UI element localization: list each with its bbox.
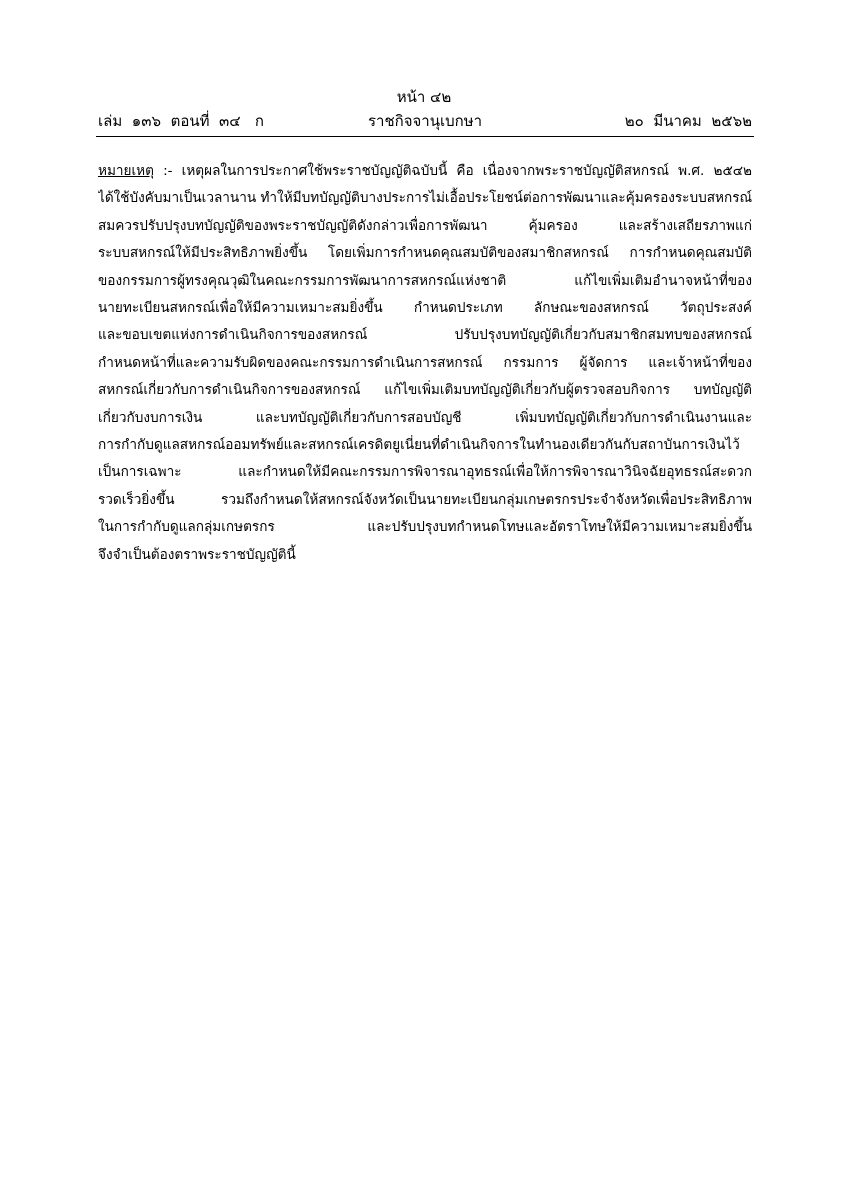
paragraph-line: นายทะเบียนสหกรณ์เพื่อให้มีความเหมาะสมยิ่งขึ้น กำหนดประเภท ลักษณะของสหกรณ์ วัตถุประสงค์ [98,300,752,317]
remark-label: หมายเหตุ [98,163,154,179]
paragraph-line: เป็นการเฉพาะ และกำหนดให้มีคณะกรรมการพิจารณาอุทธรณ์เพื่อให้การพิจารณาวินิจฉัยอุทธรณ์สะดวก [98,464,752,481]
paragraph-line: สมควรปรับปรุงบทบัญญัติของพระราชบัญญัติดังกล่าวเพื่อการพัฒนา คุ้มครอง และสร้างเสถียรภาพแก่ [98,217,752,234]
paragraph-line: และขอบเขตแห่งการดำเนินกิจการของสหกรณ์ ปรับปรุงบทบัญญัติเกี่ยวกับสมาชิกสมทบของสหกรณ์ [98,327,752,344]
remark-paragraph [98,158,752,569]
gazette-header [98,110,752,134]
page-number: หน้า ๔๒ [396,88,452,106]
paragraph-line: รวดเร็วยิ่งขึ้น รวมถึงกำหนดให้สหกรณ์จังหวัดเป็นนายทะเบียนกลุ่มเกษตรกรประจำจังหวัดเพื่อประสิทธิภาพ [98,491,752,508]
paragraph-line: สหกรณ์เกี่ยวกับการดำเนินกิจการของสหกรณ์ แก้ไขเพิ่มเติมบทบัญญัติเกี่ยวกับผู้ตรวจสอบกิจการ บทบัญญัติ [98,382,752,399]
publication-title: ราชกิจจานุเบกษา [367,112,483,130]
paragraph-line: ระบบสหกรณ์ให้มีประสิทธิภาพยิ่งขึ้น โดยเพิ่มการกำหนดคุณสมบัติของสมาชิกสหกรณ์ การกำหนดคุณสมบัติ [98,245,752,262]
paragraph-line [98,158,752,185]
paragraph-line: จึงจำเป็นต้องตราพระราชบัญญัตินี้ [98,546,296,563]
paragraph-line: ในการกำกับดูแลกลุ่มเกษตรกร และปรับปรุงบทกำหนดโทษและอัตราโทษให้มีความเหมาะสมยิ่งขึ้น [98,519,752,536]
header-divider [96,136,754,137]
volume-issue: เล่ม ๑๓๖ ตอนที่ ๓๔ ก [98,112,264,130]
paragraph-line: ของกรรมการผู้ทรงคุณวุฒิในคณะกรรมการพัฒนาการสหกรณ์แห่งชาติ แก้ไขเพิ่มเติมอำนาจหน้าที่ของ [98,272,752,289]
paragraph-line: กำหนดหน้าที่และความรับผิดของคณะกรรมการดำเนินการสหกรณ์ กรรมการ ผู้จัดการ และเจ้าหน้าที่ของ [98,354,752,371]
paragraph-line-text: :- เหตุผลในการประกาศใช้พระราชบัญญัติฉบับนี้ คือ เนื่องจากพระราชบัญญัติสหกรณ์ พ.ศ. ๒๕๔๒ [153,163,752,179]
paragraph-line: การกำกับดูแลสหกรณ์ออมทรัพย์และสหกรณ์เครดิตยูเนี่ยนที่ดำเนินกิจการในทำนองเดียวกันกับสถาบันการเงินไว้ [98,437,740,454]
publication-date: ๒๐ มีนาคม ๒๕๖๒ [624,112,752,130]
paragraph-line: ได้ใช้บังคับมาเป็นเวลานาน ทำให้มีบทบัญญัติบางประการไม่เอื้อประโยชน์ต่อการพัฒนาและคุ้มครองระบบสหกรณ์ [98,190,752,207]
paragraph-line: เกี่ยวกับงบการเงิน และบทบัญญัติเกี่ยวกับการสอบบัญชี เพิ่มบทบัญญัติเกี่ยวกับการดำเนินงานและ [98,409,752,426]
